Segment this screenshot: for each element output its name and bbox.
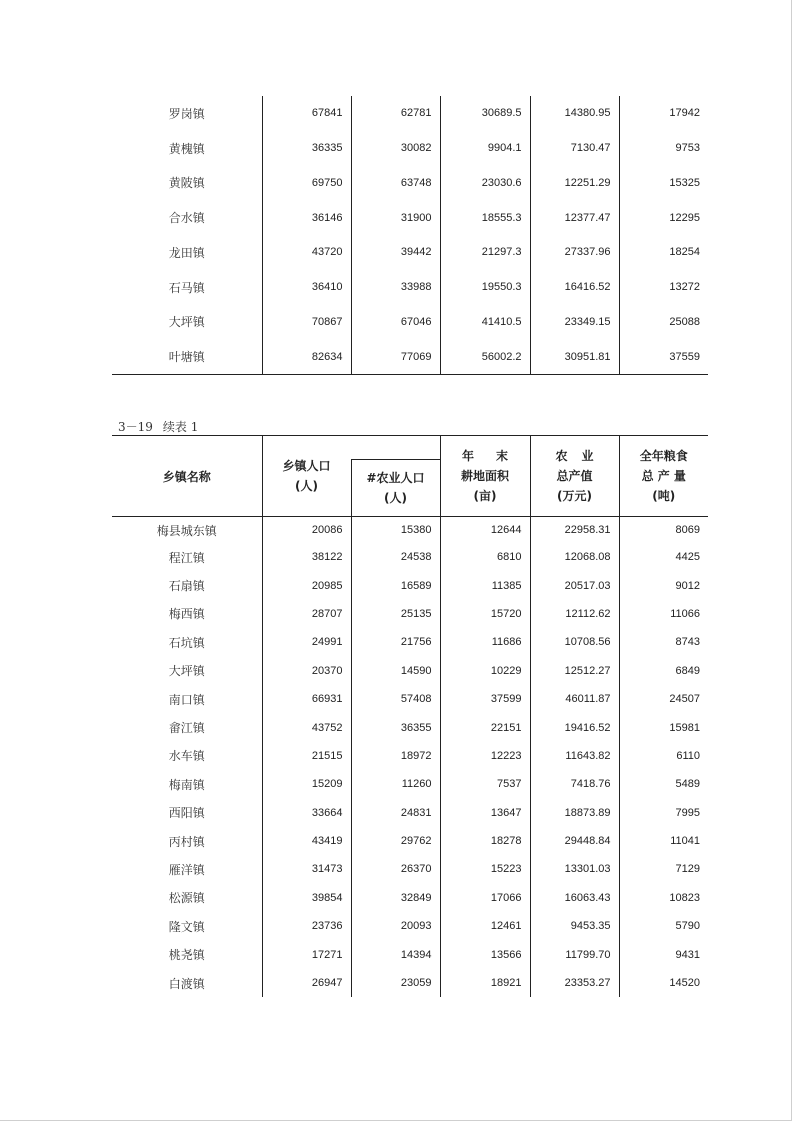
- area-cell: 12461: [440, 912, 530, 940]
- area-cell: 22151: [440, 713, 530, 741]
- pop-cell: 38122: [262, 543, 351, 571]
- grain-cell: 11066: [619, 600, 708, 628]
- area-cell: 11686: [440, 628, 530, 656]
- table-row: [112, 600, 708, 628]
- township-name-cell: 白渡镇: [168, 976, 205, 991]
- table-row: [112, 543, 708, 571]
- township-name-cell: 桃尧镇: [168, 948, 205, 963]
- township-name-cell: 隆文镇: [168, 919, 205, 934]
- output-cell: 12068.08: [530, 543, 619, 571]
- output-cell: 29448.84: [530, 827, 619, 855]
- table-row: [112, 912, 708, 940]
- table-row: [112, 200, 708, 235]
- table-row: [112, 657, 708, 685]
- agr-pop-cell: 24538: [351, 543, 440, 571]
- pop-cell: 28707: [262, 600, 351, 628]
- output-cell: 46011.87: [530, 685, 619, 713]
- area-cell: 30689.5: [440, 96, 530, 131]
- output-cell: 12512.27: [530, 657, 619, 685]
- agr-pop-cell: 16589: [351, 571, 440, 599]
- grain-cell: 14520: [619, 969, 708, 997]
- table-row: [112, 685, 708, 713]
- area-cell: 12644: [440, 517, 530, 544]
- agr-pop-cell: 30082: [351, 131, 440, 166]
- agr-pop-cell: 24831: [351, 799, 440, 827]
- pop-cell: 36410: [262, 270, 351, 305]
- township-name-cell: 丙村镇: [168, 834, 205, 849]
- township-name-cell: 石马镇: [168, 280, 205, 295]
- output-cell: 10708.56: [530, 628, 619, 656]
- township-name-cell: 松源镇: [168, 891, 205, 906]
- header-population-unit: (人): [295, 479, 318, 493]
- header-area-unit: (亩): [473, 489, 497, 503]
- grain-cell: 11041: [619, 827, 708, 855]
- area-cell: 18555.3: [440, 200, 530, 235]
- agr-pop-cell: 39442: [351, 235, 440, 270]
- agr-pop-cell: 15380: [351, 517, 440, 544]
- township-name-cell: 南口镇: [168, 692, 205, 707]
- pop-cell: 21515: [262, 742, 351, 770]
- township-table-bottom: [112, 435, 708, 997]
- agr-pop-cell: 29762: [351, 827, 440, 855]
- pop-cell: 20370: [262, 657, 351, 685]
- header-farmland-area: [440, 436, 530, 517]
- table-row: [112, 742, 708, 770]
- township-name-cell: 叶塘镇: [168, 350, 205, 365]
- output-cell: 12112.62: [530, 600, 619, 628]
- area-cell: 15720: [440, 600, 530, 628]
- grain-cell: 8069: [619, 517, 708, 544]
- pop-cell: 20985: [262, 571, 351, 599]
- header-agri-population: [351, 460, 440, 517]
- output-cell: 14380.95: [530, 96, 619, 131]
- output-cell: 11643.82: [530, 742, 619, 770]
- pop-cell: 23736: [262, 912, 351, 940]
- agr-pop-cell: 77069: [351, 339, 440, 374]
- pop-cell: 20086: [262, 517, 351, 544]
- table-row: [112, 571, 708, 599]
- agr-pop-cell: 62781: [351, 96, 440, 131]
- area-cell: 21297.3: [440, 235, 530, 270]
- table-row: [112, 235, 708, 270]
- pop-cell: 24991: [262, 628, 351, 656]
- header-output-unit: (万元): [557, 489, 592, 503]
- header-output-char-b: 业: [581, 449, 594, 463]
- table-row: [112, 799, 708, 827]
- agr-pop-cell: 14394: [351, 940, 440, 968]
- grain-cell: 24507: [619, 685, 708, 713]
- grain-cell: 15325: [619, 166, 708, 201]
- header-output-label: 总产值: [556, 469, 593, 483]
- table-row: [112, 827, 708, 855]
- table-caption: [118, 418, 208, 435]
- header-grain-unit: (吨): [652, 489, 676, 503]
- grain-cell: 17942: [619, 96, 708, 131]
- header-agri-output: [530, 436, 619, 517]
- agr-pop-cell: 11260: [351, 770, 440, 798]
- pop-cell: 82634: [262, 339, 351, 374]
- header-population-label: 乡镇人口: [282, 459, 331, 473]
- pop-cell: 69750: [262, 166, 351, 201]
- grain-cell: 5790: [619, 912, 708, 940]
- area-cell: 19550.3: [440, 270, 530, 305]
- area-cell: 15223: [440, 855, 530, 883]
- pop-cell: 39854: [262, 884, 351, 912]
- grain-cell: 7995: [619, 799, 708, 827]
- header-population: [262, 436, 351, 517]
- table-row: [112, 270, 708, 305]
- grain-cell: 6110: [619, 742, 708, 770]
- township-table-top: [112, 96, 708, 375]
- table-row: [112, 166, 708, 201]
- table-continuation-label: 续表 1: [162, 420, 199, 434]
- area-cell: 9904.1: [440, 131, 530, 166]
- table-number: 3－19: [118, 420, 153, 434]
- grain-cell: 9431: [619, 940, 708, 968]
- table-row: [112, 628, 708, 656]
- output-cell: 23353.27: [530, 969, 619, 997]
- area-cell: 41410.5: [440, 305, 530, 340]
- header-grain-label: 全年粮食: [639, 449, 688, 463]
- township-name-cell: 石坑镇: [168, 635, 205, 650]
- header-output-char-a: 农: [555, 449, 568, 463]
- output-cell: 11799.70: [530, 940, 619, 968]
- header-grain-output: [619, 436, 708, 517]
- township-name-cell: 石扇镇: [168, 579, 205, 594]
- header-grain-sub: 总 产 量: [641, 469, 686, 483]
- output-cell: 20517.03: [530, 571, 619, 599]
- agr-pop-cell: 31900: [351, 200, 440, 235]
- agr-pop-cell: 23059: [351, 969, 440, 997]
- pop-cell: 43752: [262, 713, 351, 741]
- grain-cell: 5489: [619, 770, 708, 798]
- output-cell: 9453.35: [530, 912, 619, 940]
- area-cell: 13566: [440, 940, 530, 968]
- township-name-cell: 罗岗镇: [168, 106, 205, 121]
- header-agri-pop-label: #农业人口: [366, 471, 425, 485]
- output-cell: 7130.47: [530, 131, 619, 166]
- table-row: [112, 969, 708, 997]
- table-row: [112, 940, 708, 968]
- pop-cell: 17271: [262, 940, 351, 968]
- township-name-cell: 龙田镇: [168, 245, 205, 260]
- grain-cell: 8743: [619, 628, 708, 656]
- header-agri-pop-unit: (人): [384, 491, 407, 505]
- agr-pop-cell: 32849: [351, 884, 440, 912]
- header-area-char-a: 年: [462, 449, 475, 463]
- header-area-label: 耕地面积: [460, 469, 509, 483]
- agr-pop-cell: 20093: [351, 912, 440, 940]
- grain-cell: 37559: [619, 339, 708, 374]
- agr-pop-cell: 33988: [351, 270, 440, 305]
- pop-cell: 33664: [262, 799, 351, 827]
- output-cell: 23349.15: [530, 305, 619, 340]
- pop-cell: 43720: [262, 235, 351, 270]
- pop-cell: 70867: [262, 305, 351, 340]
- agr-pop-cell: 67046: [351, 305, 440, 340]
- township-name-cell: 畲江镇: [168, 721, 205, 736]
- table-row: [112, 517, 708, 544]
- township-name-cell: 大坪镇: [168, 664, 205, 679]
- pop-cell: 43419: [262, 827, 351, 855]
- township-name-cell: 西阳镇: [168, 806, 205, 821]
- grain-cell: 18254: [619, 235, 708, 270]
- agr-pop-cell: 18972: [351, 742, 440, 770]
- output-cell: 22958.31: [530, 517, 619, 544]
- output-cell: 16063.43: [530, 884, 619, 912]
- area-cell: 18278: [440, 827, 530, 855]
- output-cell: 12251.29: [530, 166, 619, 201]
- table-row: [112, 770, 708, 798]
- pop-cell: 66931: [262, 685, 351, 713]
- grain-cell: 9753: [619, 131, 708, 166]
- township-name-cell: 雁洋镇: [168, 862, 205, 877]
- grain-cell: 4425: [619, 543, 708, 571]
- agr-pop-cell: 63748: [351, 166, 440, 201]
- agr-pop-cell: 36355: [351, 713, 440, 741]
- grain-cell: 15981: [619, 713, 708, 741]
- township-name-cell: 大坪镇: [168, 315, 205, 330]
- table-row: [112, 305, 708, 340]
- table-row: [112, 855, 708, 883]
- area-cell: 7537: [440, 770, 530, 798]
- agr-pop-cell: 21756: [351, 628, 440, 656]
- pop-cell: 31473: [262, 855, 351, 883]
- grain-cell: 9012: [619, 571, 708, 599]
- pop-cell: 26947: [262, 969, 351, 997]
- table-row: [112, 713, 708, 741]
- grain-cell: 12295: [619, 200, 708, 235]
- output-cell: 27337.96: [530, 235, 619, 270]
- area-cell: 11385: [440, 571, 530, 599]
- township-name-cell: 合水镇: [168, 211, 205, 226]
- output-cell: 12377.47: [530, 200, 619, 235]
- output-cell: 30951.81: [530, 339, 619, 374]
- table-row: [112, 884, 708, 912]
- area-cell: 18921: [440, 969, 530, 997]
- table-row: [112, 339, 708, 374]
- area-cell: 37599: [440, 685, 530, 713]
- table-header: [112, 436, 708, 517]
- table-row: [112, 96, 708, 131]
- grain-cell: 10823: [619, 884, 708, 912]
- grain-cell: 13272: [619, 270, 708, 305]
- township-name-cell: 黄槐镇: [168, 141, 205, 156]
- output-cell: 7418.76: [530, 770, 619, 798]
- header-area-char-b: 末: [495, 449, 508, 463]
- area-cell: 56002.2: [440, 339, 530, 374]
- pop-cell: 15209: [262, 770, 351, 798]
- township-name-cell: 梅西镇: [168, 607, 205, 622]
- table-row: [112, 131, 708, 166]
- output-cell: 19416.52: [530, 713, 619, 741]
- pop-cell: 36146: [262, 200, 351, 235]
- header-blank: [351, 436, 440, 460]
- agr-pop-cell: 57408: [351, 685, 440, 713]
- header-township-name: 乡镇名称: [162, 469, 211, 484]
- grain-cell: 7129: [619, 855, 708, 883]
- output-cell: 16416.52: [530, 270, 619, 305]
- area-cell: 23030.6: [440, 166, 530, 201]
- area-cell: 13647: [440, 799, 530, 827]
- pop-cell: 67841: [262, 96, 351, 131]
- township-name-cell: 水车镇: [168, 749, 205, 764]
- area-cell: 10229: [440, 657, 530, 685]
- output-cell: 13301.03: [530, 855, 619, 883]
- township-name-cell: 梅县城东镇: [156, 523, 217, 538]
- agr-pop-cell: 25135: [351, 600, 440, 628]
- agr-pop-cell: 26370: [351, 855, 440, 883]
- area-cell: 12223: [440, 742, 530, 770]
- pop-cell: 36335: [262, 131, 351, 166]
- township-name-cell: 黄陂镇: [168, 176, 205, 191]
- township-name-cell: 程江镇: [168, 550, 205, 565]
- township-name-cell: 梅南镇: [168, 777, 205, 792]
- area-cell: 17066: [440, 884, 530, 912]
- output-cell: 18873.89: [530, 799, 619, 827]
- grain-cell: 25088: [619, 305, 708, 340]
- area-cell: 6810: [440, 543, 530, 571]
- agr-pop-cell: 14590: [351, 657, 440, 685]
- grain-cell: 6849: [619, 657, 708, 685]
